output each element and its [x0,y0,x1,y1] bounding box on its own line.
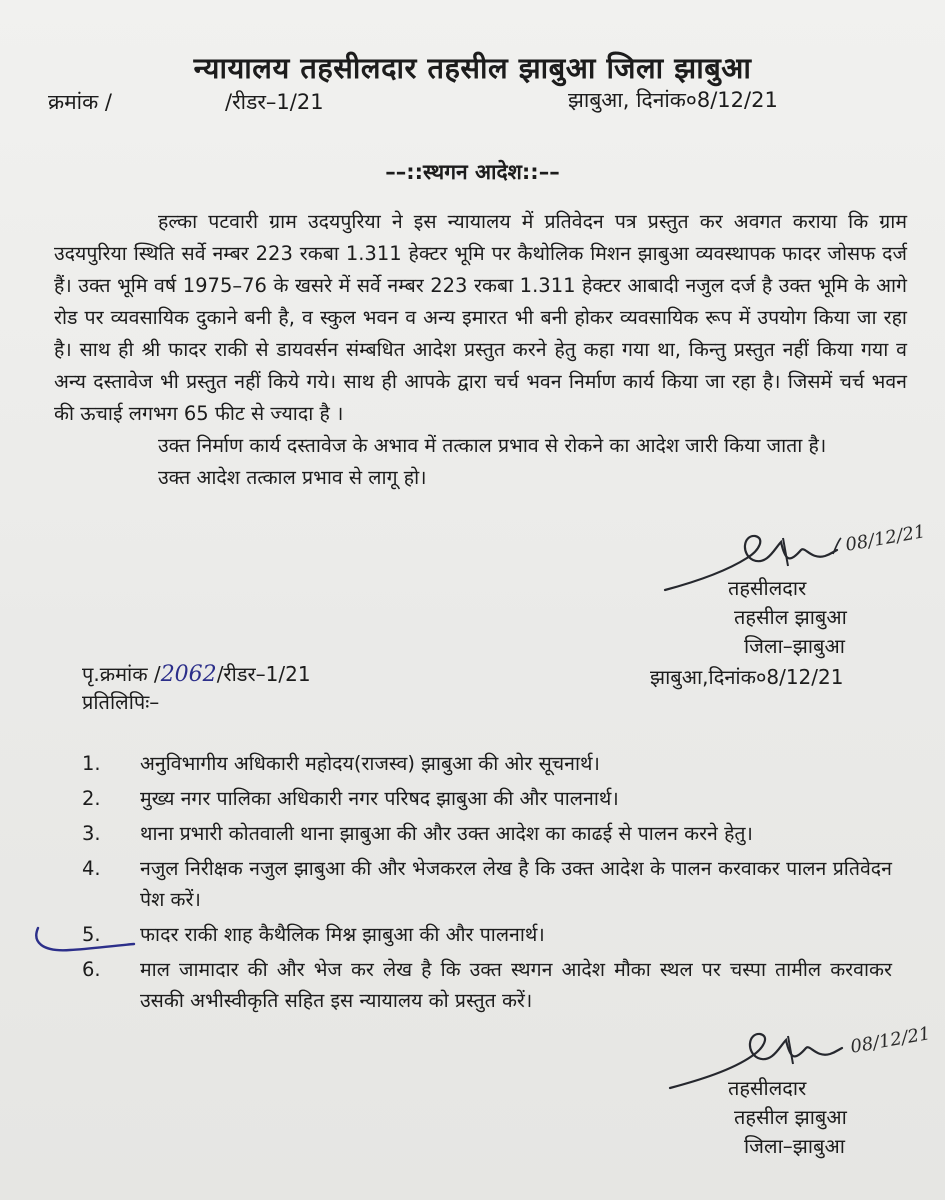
signature-2-block [728,1074,847,1161]
list-item [82,954,892,1016]
signature-2-date: 08/12/21 [848,1023,933,1058]
endorsement-reference [82,660,311,687]
order-paragraph-1: हल्का पटवारी ग्राम उदयपुरिया ने इस न्यायालय में प्रतिवेदन पत्र प्रस्तुत कर अवगत कराया कि ग्राम उदयपुरिया स्थिति सर्वे नम्बर 223 रकबा 1.311 हेक्टर भूमि पर कैथोलिक मिशन झाबुआ व्यवस्थापक फादर जोसफ दर्ज हैं। उक्त भूमि वर्ष 1975–76 के खसरे में सर्वे नम्बर 223 रकबा 1.311 हेक्टर आबादी नजुल दर्ज है उक्त भूमि के आगे रोड पर व्यवसायिक दुकाने बनी है, व स्कुल भवन व अन्य इमारत भी बनी होकर व्यवसायिक रूप में उपयोग किया जा रहा है। साथ ही श्री फादर राकी से डायवर्सन संम्बधित आदेश प्रस्तुत करने हेतु कहा गया था, किन्तु प्रस्तुत नहीं किया गया व अन्य दस्तावेज भी प्रस्तुत नहीं किये गये। साथ ही आपके द्वारा चर्च भवन निर्माण कार्य किया जा रहा है। जिसमें चर्च भवन की ऊचाई लगभग 65 फीट से ज्यादा है । [54,210,907,425]
reader-reference: /रीडर–1/21 [225,90,324,114]
order-paragraph-3: उक्त आदेश तत्काल प्रभाव से लागू हो। [158,466,427,489]
signature-2-district: जिला–झाबुआ [744,1134,845,1158]
order-paragraph-2: उक्त निर्माण कार्य दस्तावेज के अभाव में तत्काल प्रभाव से रोकने का आदेश जारी किया जाता है। [158,434,827,457]
list-item [82,818,892,849]
list-item [82,783,892,814]
court-title: न्यायालय तहसीलदार तहसील झाबुआ जिला झाबुआ [193,51,752,85]
order-body [54,206,907,494]
signature-1-office: तहसील झाबुआ [734,605,847,629]
list-item-number: 6. [82,958,101,981]
list-item [82,919,892,950]
list-item-number: 5. [82,923,101,946]
list-item-text: अनुविभागीय अधिकारी महोदय(राजस्व) झाबुआ की ओर सूचनार्थ। [140,752,600,775]
place-date: झाबुआ, दिनांक०8/12/21 [568,88,778,112]
endorsement-number: 2062 [160,662,217,687]
list-item-number: 4. [82,857,101,880]
signature-1-block [728,574,847,661]
signature-2-designation: तहसीलदार [728,1076,807,1100]
pen-tick-mark [30,922,140,962]
copy-label: प्रतिलिपिः– [82,690,160,714]
kramank-label: क्रमांक / [48,90,113,114]
signature-1-date: 08/12/21 [843,521,928,556]
order-title: ––::स्थगन आदेश::–– [385,160,560,184]
list-item [82,748,892,779]
list-item-text: माल जामादार की और भेज कर लेख है कि उक्त स्थगन आदेश मौका स्थल पर चस्पा तामील करवाकर उसकी अभीस्वीकृति सहित इस न्यायालय को प्रस्तुत करें। [140,958,892,1012]
list-item-text: मुख्य नगर पालिका अधिकारी नगर परिषद झाबुआ की और पालनार्थ। [140,787,619,810]
signature-2-office: तहसील झाबुआ [734,1105,847,1129]
list-item [82,853,892,915]
list-item-text: थाना प्रभारी कोतवाली थाना झाबुआ की और उक्त आदेश का काढई से पालन करने हेतु। [140,822,753,845]
endorsement-prefix: पृ.क्रमांक / [82,662,161,686]
copy-list [82,748,892,1020]
signature-1-district: जिला–झाबुआ [744,634,845,658]
list-item-number: 2. [82,787,101,810]
list-item-number: 3. [82,822,101,845]
list-item-number: 1. [82,752,101,775]
list-item-text: फादर राकी शाह कैथैलिक मिश्न झाबुआ की और पालनार्थ। [140,923,545,946]
endorsement-suffix: /रीडर–1/21 [216,662,311,686]
list-item-text: नजुल निरीक्षक नजुल झाबुआ की और भेजकरल लेख है कि उक्त आदेश के पालन करवाकर पालन प्रतिवेदन पेश करें। [140,857,892,911]
endorsement-place-date: झाबुआ,दिनांक०8/12/21 [650,665,844,689]
signature-1-designation: तहसीलदार [728,576,807,600]
